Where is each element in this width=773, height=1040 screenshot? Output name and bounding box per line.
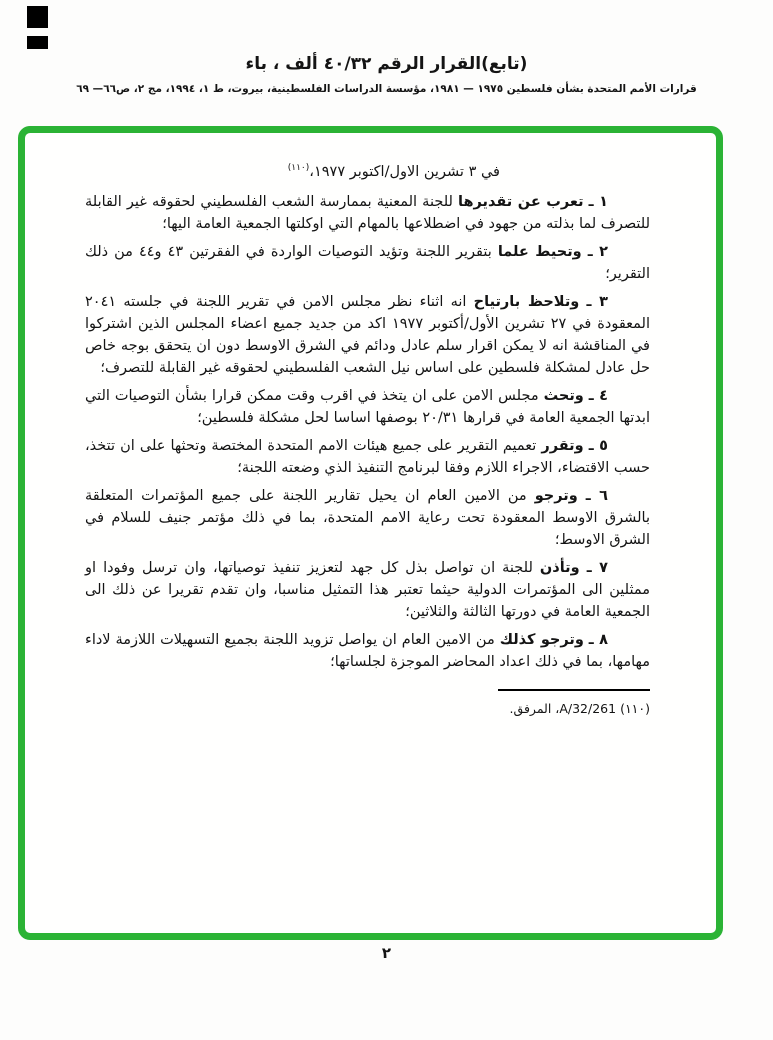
- paragraph-lead: وترجو كذلك: [499, 632, 584, 648]
- content-frame-border: [18, 126, 723, 940]
- paragraph-lead: وتأذن: [539, 560, 580, 576]
- paragraph-lead: وتحث: [543, 388, 584, 404]
- paragraph-text: للجنة ان تواصل بذل كل جهد لتعزيز تنفيذ توصياتها، وان ترسل وفودا او ممثلين الى المؤتمرات الدولية حيثما تعتبر هذا التمثيل مناسبا، وان تقدم تقريرا عن ذلك الى الجمعية العامة في دورتها الثالثة والثلاثين؛: [85, 560, 650, 620]
- paragraph-text: من الامين العام ان يحيل تقارير اللجنة على جميع المؤتمرات المتعلقة بالشرق الاوسط المعقودة تحت رعاية الامم المتحدة، بما في ذلك مؤتمر جنيف للسلام في الشرق الاوسط؛: [85, 488, 650, 548]
- paragraph-number: ٢ ـ: [587, 244, 609, 260]
- paragraph-2: [85, 241, 650, 285]
- page-number: ٢: [381, 944, 392, 962]
- date-line: [85, 161, 500, 183]
- paragraph-number: ٦ ـ: [585, 488, 609, 504]
- paragraph-lead: وتلاحظ بارتياح: [473, 294, 580, 310]
- paragraph-text: للجنة المعنية بممارسة الشعب الفلسطيني لحقوقه غير القابلة للتصرف لما بذلته من جهود في اضطلاعها بالمهام التي اوكلتها الجمعية العامة اليها؛: [85, 194, 650, 232]
- resolution-body: [85, 161, 650, 720]
- footnote-separator-rule: [498, 689, 650, 691]
- resolution-title: (تابع)القرار الرقم ٤٠/٣٢ ألف ، باء: [245, 54, 528, 74]
- page-header: [0, 54, 773, 95]
- paragraph-1: [85, 191, 650, 235]
- paragraph-text: من الامين العام ان يواصل تزويد اللجنة بجميع التسهيلات اللازمة لاداء مهامها، بما في ذلك اعداد المحاضر الموجزة لجلساتها؛: [85, 632, 650, 670]
- paragraph-7: [85, 557, 650, 623]
- paragraph-number: ٤ ـ: [588, 388, 609, 404]
- paragraph-number: ٧ ـ: [586, 560, 608, 576]
- scan-artifact-mark-bottom: [27, 36, 48, 49]
- paragraph-number: ١ ـ: [588, 194, 608, 210]
- paragraph-lead: وتقرر: [541, 438, 584, 454]
- paragraph-6: [85, 485, 650, 551]
- paragraph-text: تعميم التقرير على جميع هيئات الامم المتحدة المختصة وتحثها على ان تتخذ، حسب الاقتضاء، الاجراء اللازم وفقا لبرنامج التنفيذ الذي وضعته اللجنة؛: [85, 438, 650, 476]
- paragraph-4: [85, 385, 650, 429]
- paragraph-number: ٣ ـ: [586, 294, 608, 310]
- paragraph-lead: وترجو: [534, 488, 578, 504]
- date-text: في ٣ تشرين الاول/اكتوبر ١٩٧٧،: [309, 164, 500, 180]
- paragraph-text: مجلس الامن على ان يتخذ في اقرب وقت ممكن قرارا بشأن التوصيات التي ابدتها الجمعية العامة في قرارها ٢٠/٣١ بوصفها اساسا لحل مشكلة فلسطين؛: [85, 388, 650, 426]
- paragraph-3: [85, 291, 650, 379]
- paragraph-lead: وتحيط علما: [497, 244, 582, 260]
- paragraph-lead: تعرب عن تقديرها: [458, 194, 584, 210]
- footnote: (١١٠) A/32/261، المرفق.: [509, 701, 650, 716]
- paragraph-text: بتقرير اللجنة وتؤيد التوصيات الواردة في الفقرتين ٤٣ و٤٤ من ذلك التقرير؛: [85, 244, 650, 282]
- source-citation: قرارات الأمم المتحدة بشأن فلسطين ١٩٧٥ — ١٩٨١، مؤسسة الدراسات الفلسطينية، بيروت، ط ١، ١٩٩٤، مج ٢، ص٦٦— ٦٩: [76, 83, 697, 95]
- scan-artifact-mark-top: [27, 6, 48, 28]
- paragraph-8: [85, 629, 650, 673]
- paragraph-5: [85, 435, 650, 479]
- paragraph-number: ٥ ـ: [588, 438, 609, 454]
- footnote-reference: (١١٠): [287, 163, 310, 174]
- paragraph-number: ٨ ـ: [588, 632, 608, 648]
- paragraph-text: انه اثناء نظر مجلس الامن في تقرير اللجنة في جلسته ٢٠٤١ المعقودة في ٢٧ تشرين الأول/أكتوبر ١٩٧٧ اكد من جديد جميع اعضاء المجلس الذين اشتركوا في المناقشة انه لا يمكن اقرار سلم عادل ودائم في الشرق الاوسط دون ان يتحقق بوجه خاص حل عادل لمشكلة فلسطين على اساس نيل الشعب الفلسطيني لحقوقه غير القابلة للتصرف؛: [85, 294, 650, 376]
